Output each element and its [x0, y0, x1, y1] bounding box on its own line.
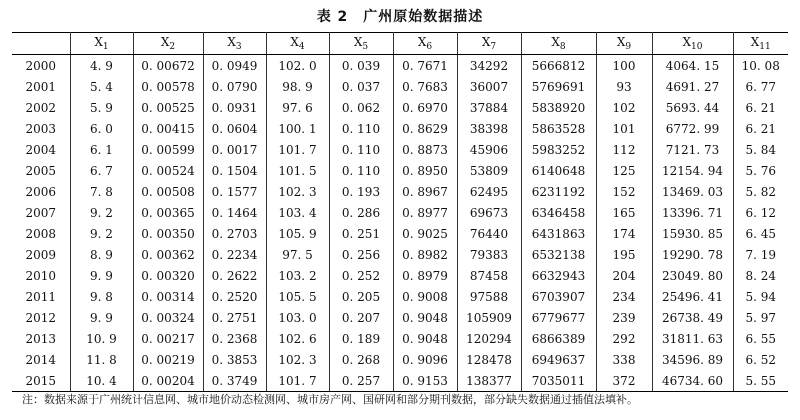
value-cell: 0. 00365: [133, 202, 203, 223]
column-header-base: X: [160, 35, 170, 49]
value-cell: 0. 7671: [393, 55, 457, 77]
value-cell: 5983252: [521, 139, 596, 160]
column-header-subscript: 5: [362, 42, 369, 52]
value-cell: 0. 00324: [133, 307, 203, 328]
column-header: [393, 33, 457, 55]
value-cell: 9. 8: [70, 286, 133, 307]
value-cell: 234: [596, 286, 652, 307]
value-cell: 6346458: [521, 202, 596, 223]
value-cell: 6772. 99: [652, 118, 733, 139]
value-cell: 0. 0949: [203, 55, 266, 77]
value-cell: 4064. 15: [652, 55, 733, 77]
value-cell: 103. 0: [266, 307, 329, 328]
value-cell: 105. 5: [266, 286, 329, 307]
value-cell: 6703907: [521, 286, 596, 307]
value-cell: 4691. 27: [652, 76, 733, 97]
value-cell: 76440: [457, 223, 521, 244]
year-cell: 2010: [12, 265, 70, 286]
value-cell: 5. 76: [733, 160, 788, 181]
value-cell: 6632943: [521, 265, 596, 286]
value-cell: 0. 2751: [203, 307, 266, 328]
value-cell: 6. 45: [733, 223, 788, 244]
year-cell: 2014: [12, 349, 70, 370]
value-cell: 5. 82: [733, 181, 788, 202]
value-cell: 338: [596, 349, 652, 370]
column-header-base: X: [551, 35, 560, 49]
value-cell: 0. 00350: [133, 223, 203, 244]
value-cell: 0. 1464: [203, 202, 266, 223]
value-cell: 46734. 60: [652, 370, 733, 392]
value-cell: 0. 00599: [133, 139, 203, 160]
value-cell: 0. 256: [329, 244, 393, 265]
value-cell: 6866389: [521, 328, 596, 349]
value-cell: 4. 9: [70, 55, 133, 77]
value-cell: 97. 6: [266, 97, 329, 118]
column-header: [133, 33, 203, 55]
value-cell: 0. 2703: [203, 223, 266, 244]
value-cell: 6231192: [521, 181, 596, 202]
value-cell: 10. 9: [70, 328, 133, 349]
value-cell: 0. 8950: [393, 160, 457, 181]
value-cell: 6. 0: [70, 118, 133, 139]
value-cell: 0. 00204: [133, 370, 203, 392]
value-cell: 5769691: [521, 76, 596, 97]
year-cell: 2000: [12, 55, 70, 77]
column-header: [329, 33, 393, 55]
value-cell: 101. 7: [266, 370, 329, 392]
value-cell: 0. 00578: [133, 76, 203, 97]
value-cell: 19290. 78: [652, 244, 733, 265]
table-body: [12, 55, 788, 392]
value-cell: 292: [596, 328, 652, 349]
value-cell: 5693. 44: [652, 97, 733, 118]
column-header-base: X: [616, 35, 626, 49]
value-cell: 0. 00415: [133, 118, 203, 139]
value-cell: 5. 55: [733, 370, 788, 392]
value-cell: 5. 84: [733, 139, 788, 160]
value-cell: 25496. 41: [652, 286, 733, 307]
value-cell: 0. 0931: [203, 97, 266, 118]
value-cell: 0. 9048: [393, 307, 457, 328]
table-footnote: 注：数据来源于广州统计信息网、城市地价动态检测网、城市房产网、国研网和部分期刊数据，部分缺失数据通过插值法填补。: [22, 393, 638, 406]
column-header: [457, 33, 521, 55]
value-cell: 372: [596, 370, 652, 392]
value-cell: 165: [596, 202, 652, 223]
value-cell: 103. 4: [266, 202, 329, 223]
value-cell: 6. 12: [733, 202, 788, 223]
value-cell: 0. 2368: [203, 328, 266, 349]
table-row: [12, 76, 788, 97]
value-cell: 79383: [457, 244, 521, 265]
value-cell: 0. 00219: [133, 349, 203, 370]
year-cell: 2005: [12, 160, 70, 181]
value-cell: 0. 8967: [393, 181, 457, 202]
value-cell: 204: [596, 265, 652, 286]
value-cell: 62495: [457, 181, 521, 202]
value-cell: 0. 9048: [393, 328, 457, 349]
column-header-subscript: 7: [490, 42, 497, 52]
value-cell: 0. 00525: [133, 97, 203, 118]
value-cell: 102. 3: [266, 181, 329, 202]
value-cell: 0. 110: [329, 160, 393, 181]
value-cell: 9. 2: [70, 202, 133, 223]
table-row: [12, 202, 788, 223]
column-header: [266, 33, 329, 55]
value-cell: 0. 0017: [203, 139, 266, 160]
value-cell: 5. 94: [733, 286, 788, 307]
value-cell: 9. 2: [70, 223, 133, 244]
value-cell: 69673: [457, 202, 521, 223]
value-cell: 5. 9: [70, 97, 133, 118]
value-cell: 0. 6970: [393, 97, 457, 118]
value-cell: 0. 00217: [133, 328, 203, 349]
column-header-base: X: [290, 35, 299, 49]
value-cell: 0. 110: [329, 118, 393, 139]
value-cell: 102. 3: [266, 349, 329, 370]
value-cell: 53809: [457, 160, 521, 181]
value-cell: 0. 207: [329, 307, 393, 328]
value-cell: 0. 0604: [203, 118, 266, 139]
value-cell: 120294: [457, 328, 521, 349]
value-cell: 0. 9025: [393, 223, 457, 244]
value-cell: 0. 257: [329, 370, 393, 392]
table-row: [12, 181, 788, 202]
value-cell: 5. 97: [733, 307, 788, 328]
year-cell: 2012: [12, 307, 70, 328]
column-header: [652, 33, 733, 55]
year-cell: 2007: [12, 202, 70, 223]
value-cell: 0. 189: [329, 328, 393, 349]
value-cell: 6. 52: [733, 349, 788, 370]
table-row: [12, 139, 788, 160]
value-cell: 103. 2: [266, 265, 329, 286]
value-cell: 0. 7683: [393, 76, 457, 97]
column-header-base: X: [682, 35, 692, 49]
value-cell: 0. 062: [329, 97, 393, 118]
table-row: [12, 55, 788, 77]
value-cell: 23049. 80: [652, 265, 733, 286]
value-cell: 15930. 85: [652, 223, 733, 244]
table-row: [12, 160, 788, 181]
column-header-base: X: [227, 35, 236, 49]
year-cell: 2015: [12, 370, 70, 392]
value-cell: 9. 9: [70, 307, 133, 328]
value-cell: 5838920: [521, 97, 596, 118]
column-header-base: X: [481, 35, 491, 49]
value-cell: 0. 8873: [393, 139, 457, 160]
column-header-subscript: 2: [169, 42, 176, 52]
value-cell: 8. 9: [70, 244, 133, 265]
column-header-subscript: 6: [426, 42, 433, 52]
column-header-subscript: 8: [559, 42, 566, 52]
table-row: [12, 370, 788, 392]
value-cell: 0. 2234: [203, 244, 266, 265]
value-cell: 87458: [457, 265, 521, 286]
year-cell: 2003: [12, 118, 70, 139]
table-row: [12, 265, 788, 286]
table-row: [12, 328, 788, 349]
value-cell: 105. 9: [266, 223, 329, 244]
value-cell: 0. 3853: [203, 349, 266, 370]
table-row: [12, 223, 788, 244]
value-cell: 128478: [457, 349, 521, 370]
year-cell: 2004: [12, 139, 70, 160]
value-cell: 6. 21: [733, 118, 788, 139]
value-cell: 0. 205: [329, 286, 393, 307]
column-header-subscript: 10: [691, 42, 703, 52]
column-header: [70, 33, 133, 55]
value-cell: 0. 252: [329, 265, 393, 286]
value-cell: 0. 9153: [393, 370, 457, 392]
value-cell: 0. 2622: [203, 265, 266, 286]
column-header-base: X: [94, 35, 103, 49]
value-cell: 0. 8977: [393, 202, 457, 223]
column-header: [521, 33, 596, 55]
column-header-subscript: 1: [102, 42, 109, 52]
value-cell: 0. 1504: [203, 160, 266, 181]
column-header-base: X: [353, 35, 363, 49]
value-cell: 6431863: [521, 223, 596, 244]
value-cell: 0. 8629: [393, 118, 457, 139]
value-cell: 93: [596, 76, 652, 97]
year-cell: 2006: [12, 181, 70, 202]
year-cell: 2013: [12, 328, 70, 349]
value-cell: 34596. 89: [652, 349, 733, 370]
value-cell: 0. 00362: [133, 244, 203, 265]
value-cell: 0. 0790: [203, 76, 266, 97]
value-cell: 97588: [457, 286, 521, 307]
value-cell: 0. 00672: [133, 55, 203, 77]
value-cell: 0. 286: [329, 202, 393, 223]
value-cell: 100. 1: [266, 118, 329, 139]
value-cell: 102. 6: [266, 328, 329, 349]
value-cell: 0. 1577: [203, 181, 266, 202]
value-cell: 7121. 73: [652, 139, 733, 160]
value-cell: 0. 3749: [203, 370, 266, 392]
value-cell: 0. 193: [329, 181, 393, 202]
column-header: [596, 33, 652, 55]
value-cell: 0. 251: [329, 223, 393, 244]
column-header-subscript: 3: [235, 42, 242, 52]
value-cell: 138377: [457, 370, 521, 392]
value-cell: 37884: [457, 97, 521, 118]
value-cell: 0. 9008: [393, 286, 457, 307]
column-header-subscript: 4: [298, 42, 305, 52]
value-cell: 105909: [457, 307, 521, 328]
column-header-subscript: 9: [625, 42, 632, 52]
value-cell: 6. 21: [733, 97, 788, 118]
value-cell: 100: [596, 55, 652, 77]
value-cell: 195: [596, 244, 652, 265]
value-cell: 174: [596, 223, 652, 244]
value-cell: 101. 5: [266, 160, 329, 181]
value-cell: 5. 4: [70, 76, 133, 97]
value-cell: 7. 8: [70, 181, 133, 202]
data-table: [12, 32, 788, 392]
value-cell: 6. 77: [733, 76, 788, 97]
value-cell: 45906: [457, 139, 521, 160]
value-cell: 9. 9: [70, 265, 133, 286]
value-cell: 11. 8: [70, 349, 133, 370]
value-cell: 0. 00320: [133, 265, 203, 286]
value-cell: 0. 8979: [393, 265, 457, 286]
value-cell: 102: [596, 97, 652, 118]
value-cell: 34292: [457, 55, 521, 77]
table-title: 表 2 广州原始数据描述: [316, 9, 484, 25]
value-cell: 38398: [457, 118, 521, 139]
value-cell: 102. 0: [266, 55, 329, 77]
value-cell: 0. 00524: [133, 160, 203, 181]
value-cell: 98. 9: [266, 76, 329, 97]
value-cell: 6. 7: [70, 160, 133, 181]
value-cell: 7035011: [521, 370, 596, 392]
value-cell: 13396. 71: [652, 202, 733, 223]
table-row: [12, 244, 788, 265]
value-cell: 6. 1: [70, 139, 133, 160]
value-cell: 0. 268: [329, 349, 393, 370]
value-cell: 6532138: [521, 244, 596, 265]
value-cell: 0. 037: [329, 76, 393, 97]
value-cell: 31811. 63: [652, 328, 733, 349]
value-cell: 6949637: [521, 349, 596, 370]
value-cell: 6779677: [521, 307, 596, 328]
table-row: [12, 118, 788, 139]
value-cell: 101. 7: [266, 139, 329, 160]
value-cell: 0. 9096: [393, 349, 457, 370]
year-cell: 2002: [12, 97, 70, 118]
value-cell: 0. 8982: [393, 244, 457, 265]
value-cell: 239: [596, 307, 652, 328]
value-cell: 0. 110: [329, 139, 393, 160]
column-header-base: X: [417, 35, 427, 49]
value-cell: 152: [596, 181, 652, 202]
value-cell: 13469. 03: [652, 181, 733, 202]
value-cell: 26738. 49: [652, 307, 733, 328]
value-cell: 0. 00508: [133, 181, 203, 202]
table-row: [12, 286, 788, 307]
value-cell: 97. 5: [266, 244, 329, 265]
value-cell: 5666812: [521, 55, 596, 77]
value-cell: 36007: [457, 76, 521, 97]
value-cell: 101: [596, 118, 652, 139]
value-cell: 112: [596, 139, 652, 160]
year-cell: 2008: [12, 223, 70, 244]
column-header: [203, 33, 266, 55]
value-cell: 12154. 94: [652, 160, 733, 181]
header-corner-cell: [12, 33, 70, 55]
table-row: [12, 97, 788, 118]
year-cell: 2009: [12, 244, 70, 265]
value-cell: 7. 19: [733, 244, 788, 265]
table-header-row: [12, 33, 788, 55]
table-row: [12, 349, 788, 370]
year-cell: 2001: [12, 76, 70, 97]
value-cell: 6. 55: [733, 328, 788, 349]
value-cell: 10. 4: [70, 370, 133, 392]
column-header-subscript: 11: [759, 42, 771, 52]
value-cell: 0. 00314: [133, 286, 203, 307]
value-cell: 6140648: [521, 160, 596, 181]
value-cell: 0. 2520: [203, 286, 266, 307]
column-header-base: X: [750, 35, 760, 49]
value-cell: 8. 24: [733, 265, 788, 286]
table-row: [12, 307, 788, 328]
year-cell: 2011: [12, 286, 70, 307]
value-cell: 10. 08: [733, 55, 788, 77]
value-cell: 0. 039: [329, 55, 393, 77]
column-header: [733, 33, 788, 55]
value-cell: 5863528: [521, 118, 596, 139]
value-cell: 125: [596, 160, 652, 181]
